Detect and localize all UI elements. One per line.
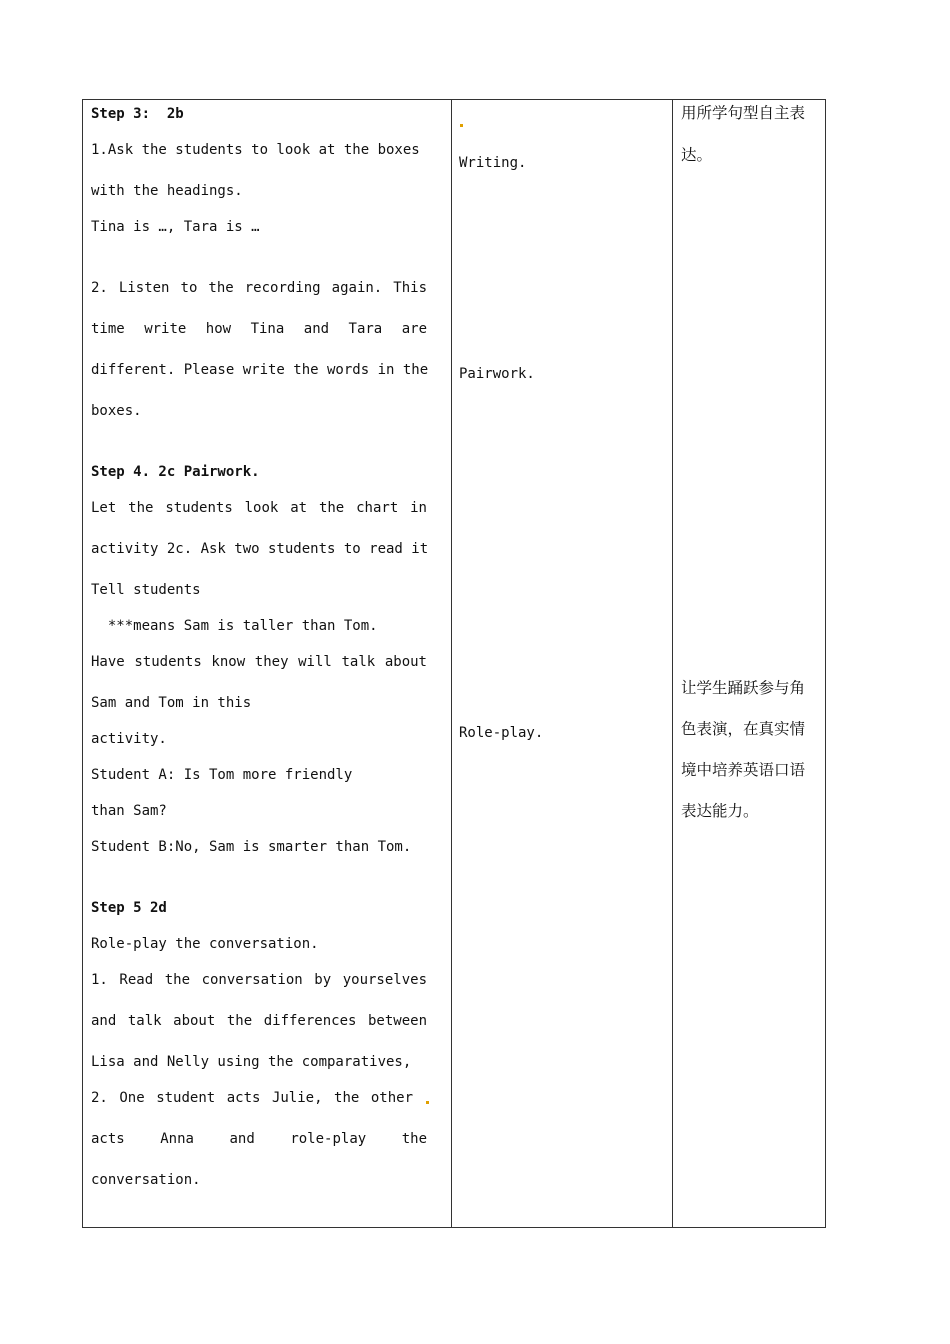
- lesson-plan-table: [82, 99, 826, 1228]
- design-note-line: 让学生踊跃参与角: [681, 679, 806, 697]
- marker-dot: [426, 1101, 429, 1104]
- step3-line: 1.Ask the students to look at the boxes: [91, 142, 420, 158]
- step5-line: 1. Read the conversation by yourselves: [91, 972, 427, 988]
- step5-line: acts Anna and role-play the: [91, 1131, 427, 1147]
- step5-line: 2. One student acts Julie, the other: [91, 1090, 413, 1106]
- step3-line: Tina is …, Tara is …: [91, 219, 260, 235]
- design-note-line: 色表演，在真实情: [681, 720, 806, 738]
- activity-writing: Writing.: [459, 155, 527, 171]
- step3-line: 2. Listen to the recording again. This: [91, 280, 427, 296]
- column-divider: [672, 100, 673, 1227]
- step5-line: Lisa and Nelly using the comparatives,: [91, 1054, 412, 1070]
- step5-heading: Step 5 2d: [91, 900, 167, 916]
- step5-line: Role-play the conversation.: [91, 936, 319, 952]
- step4-line: Sam and Tom in this: [91, 695, 252, 711]
- step4-line: Tell students: [91, 582, 201, 598]
- activity-roleplay: Role-play.: [459, 725, 544, 741]
- column-divider: [451, 100, 452, 1227]
- step4-heading: Step 4. 2c Pairwork.: [91, 464, 260, 480]
- step4-line: Student B:No, Sam is smarter than Tom.: [91, 839, 412, 855]
- step3-line: time write how Tina and Tara are: [91, 321, 427, 337]
- marker-dot: [460, 124, 463, 127]
- step3-line: with the headings.: [91, 183, 243, 199]
- step4-line: ***means Sam is taller than Tom.: [91, 618, 378, 634]
- activity-pairwork: Pairwork.: [459, 366, 535, 382]
- step3-line: boxes.: [91, 403, 142, 419]
- step4-line: Let the students look at the chart in: [91, 500, 427, 516]
- design-note-line: 境中培养英语口语: [681, 761, 806, 779]
- step4-line: activity 2c. Ask two students to read it: [91, 541, 429, 557]
- design-note-line: 表达能力。: [681, 802, 759, 820]
- step5-line: and talk about the differences between: [91, 1013, 427, 1029]
- step3-heading: Step 3: 2b: [91, 106, 184, 122]
- design-note-line: 达。: [681, 146, 713, 164]
- step3-line: different. Please write the words in the: [91, 362, 429, 378]
- step4-line: Have students know they will talk about: [91, 654, 427, 670]
- step4-line: activity.: [91, 731, 167, 747]
- step5-line: conversation.: [91, 1172, 201, 1188]
- design-note-line: 用所学句型自主表: [681, 104, 806, 122]
- step4-line: than Sam?: [91, 803, 167, 819]
- step4-line: Student A: Is Tom more friendly: [91, 767, 353, 783]
